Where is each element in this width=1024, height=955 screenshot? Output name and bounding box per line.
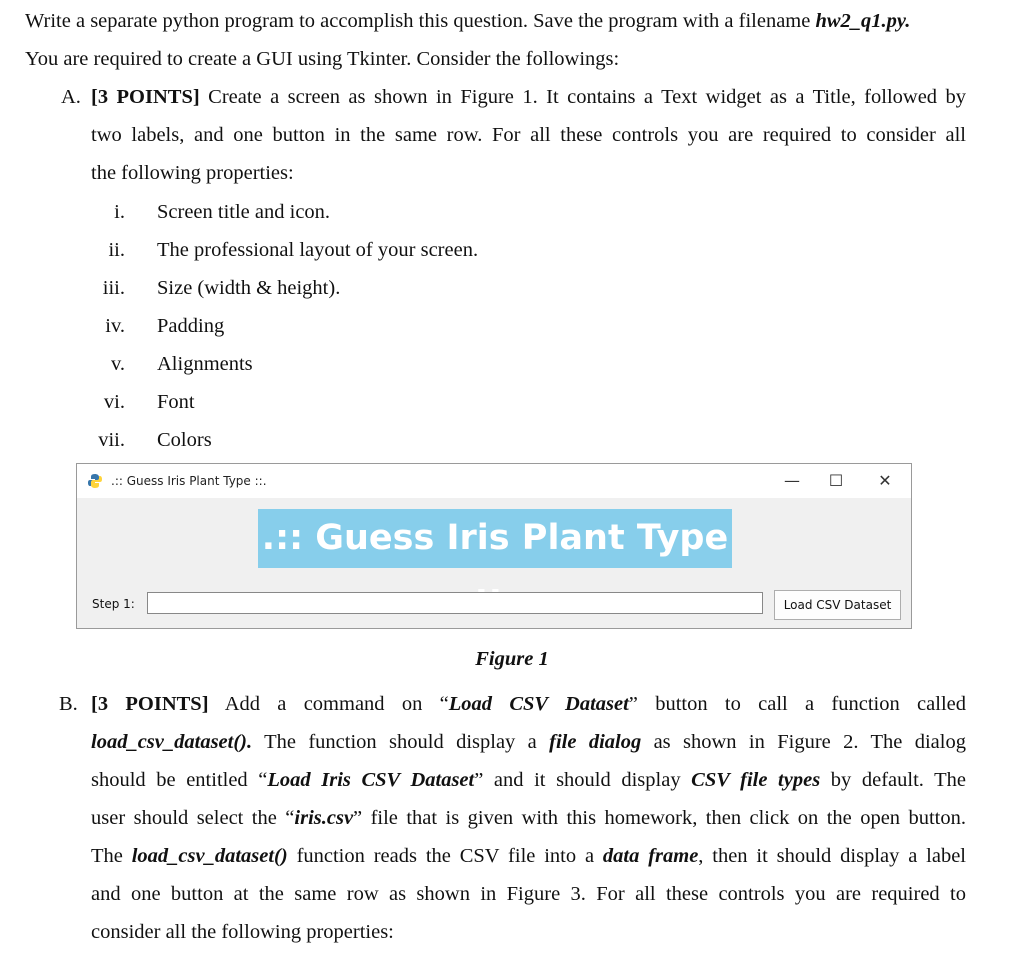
list-item-number: vii.: [98, 429, 125, 451]
figure-caption: Figure 1: [475, 648, 549, 670]
part-a-line-2: two labels, and one button in the same row. For all these controls you are required to consider all: [91, 124, 966, 146]
emphasis: load_csv_dataset().: [91, 731, 253, 753]
emphasis: Load Iris CSV Dataset: [267, 769, 475, 791]
list-item-number: vi.: [103, 391, 125, 413]
list-item-number: iv.: [105, 315, 125, 337]
window-titlebar: [77, 464, 911, 498]
part-b-line-6: and one button at the same row as shown in Figure 3. For all these controls you are required to: [91, 883, 966, 905]
text-run: by default. The: [820, 769, 966, 791]
intro-line-2: You are required to create a GUI using Tkinter. Consider the followings:: [25, 48, 620, 70]
load-csv-button[interactable]: Load CSV Dataset: [774, 590, 901, 620]
part-a-label: A.: [61, 86, 81, 108]
part-b-line-7: consider all the following properties:: [91, 921, 394, 943]
maximize-button[interactable]: ☐: [828, 471, 844, 490]
step-entry[interactable]: [147, 592, 763, 614]
text-run: ” button to call a function called: [628, 693, 966, 715]
list-item: Padding: [157, 315, 225, 337]
filename: hw2_q1.py.: [815, 10, 911, 32]
part-b-line-2: [91, 730, 966, 754]
part-b-line-3: [91, 768, 966, 792]
python-icon: [87, 473, 103, 489]
list-item: Screen title and icon.: [157, 201, 331, 223]
part-a-text: Create a screen as shown in Figure 1. It contains a Text widget as a Title, followed by: [208, 86, 966, 108]
part-b-points: [3 POINTS]: [91, 693, 209, 715]
emphasis: iris.csv: [294, 807, 354, 829]
text-run: , then it should display a label: [698, 845, 966, 867]
part-b-label: B.: [59, 693, 78, 715]
emphasis: CSV file types: [691, 769, 821, 791]
part-b-line-4: [91, 806, 966, 830]
text-run: Add a command on “: [224, 693, 449, 715]
list-item: Alignments: [157, 353, 253, 375]
text-run: The function should display a: [252, 731, 550, 753]
tk-window-figure: [76, 463, 912, 629]
list-item-number: v.: [110, 353, 125, 375]
part-a-points: [3 POINTS]: [91, 86, 200, 108]
text-run: user should select the “: [91, 807, 295, 829]
emphasis: Load CSV Dataset: [448, 693, 629, 715]
list-item-number: iii.: [102, 277, 125, 299]
emphasis: load_csv_dataset(): [131, 845, 288, 867]
title-banner: .:: Guess Iris Plant Type: [258, 509, 732, 568]
part-a-line-3: the following properties:: [91, 162, 294, 184]
emphasis: data frame: [602, 845, 699, 867]
part-b-line-5: [91, 844, 966, 868]
text-run: function reads the CSV file into a: [287, 845, 603, 867]
intro-line-1: [25, 9, 910, 33]
text-run: ” and it should display: [474, 769, 692, 791]
part-b-line-1: [91, 692, 966, 716]
text-run: as shown in Figure 2. The dialog: [641, 731, 966, 753]
list-item: Size (width & height).: [157, 277, 341, 299]
list-item: Colors: [157, 429, 212, 451]
list-item: The professional layout of your screen.: [157, 239, 479, 261]
text-run: ” file that is given with this homework, then click on the open button.: [353, 807, 967, 829]
step-label: Step 1:: [92, 597, 135, 611]
close-button[interactable]: ✕: [878, 471, 892, 490]
list-item-number: ii.: [108, 239, 125, 261]
list-item: Font: [157, 391, 195, 413]
text-run: should be entitled “: [91, 769, 268, 791]
minimize-button[interactable]: —: [784, 471, 800, 490]
text-run: The: [91, 845, 132, 867]
list-item-number: i.: [114, 201, 125, 223]
emphasis: file dialog: [549, 731, 642, 753]
window-title: .:: Guess Iris Plant Type ::.: [111, 474, 267, 488]
intro-text: Write a separate python program to accomplish this question. Save the program with a filename: [25, 10, 816, 32]
part-a-line-1: [91, 85, 966, 109]
